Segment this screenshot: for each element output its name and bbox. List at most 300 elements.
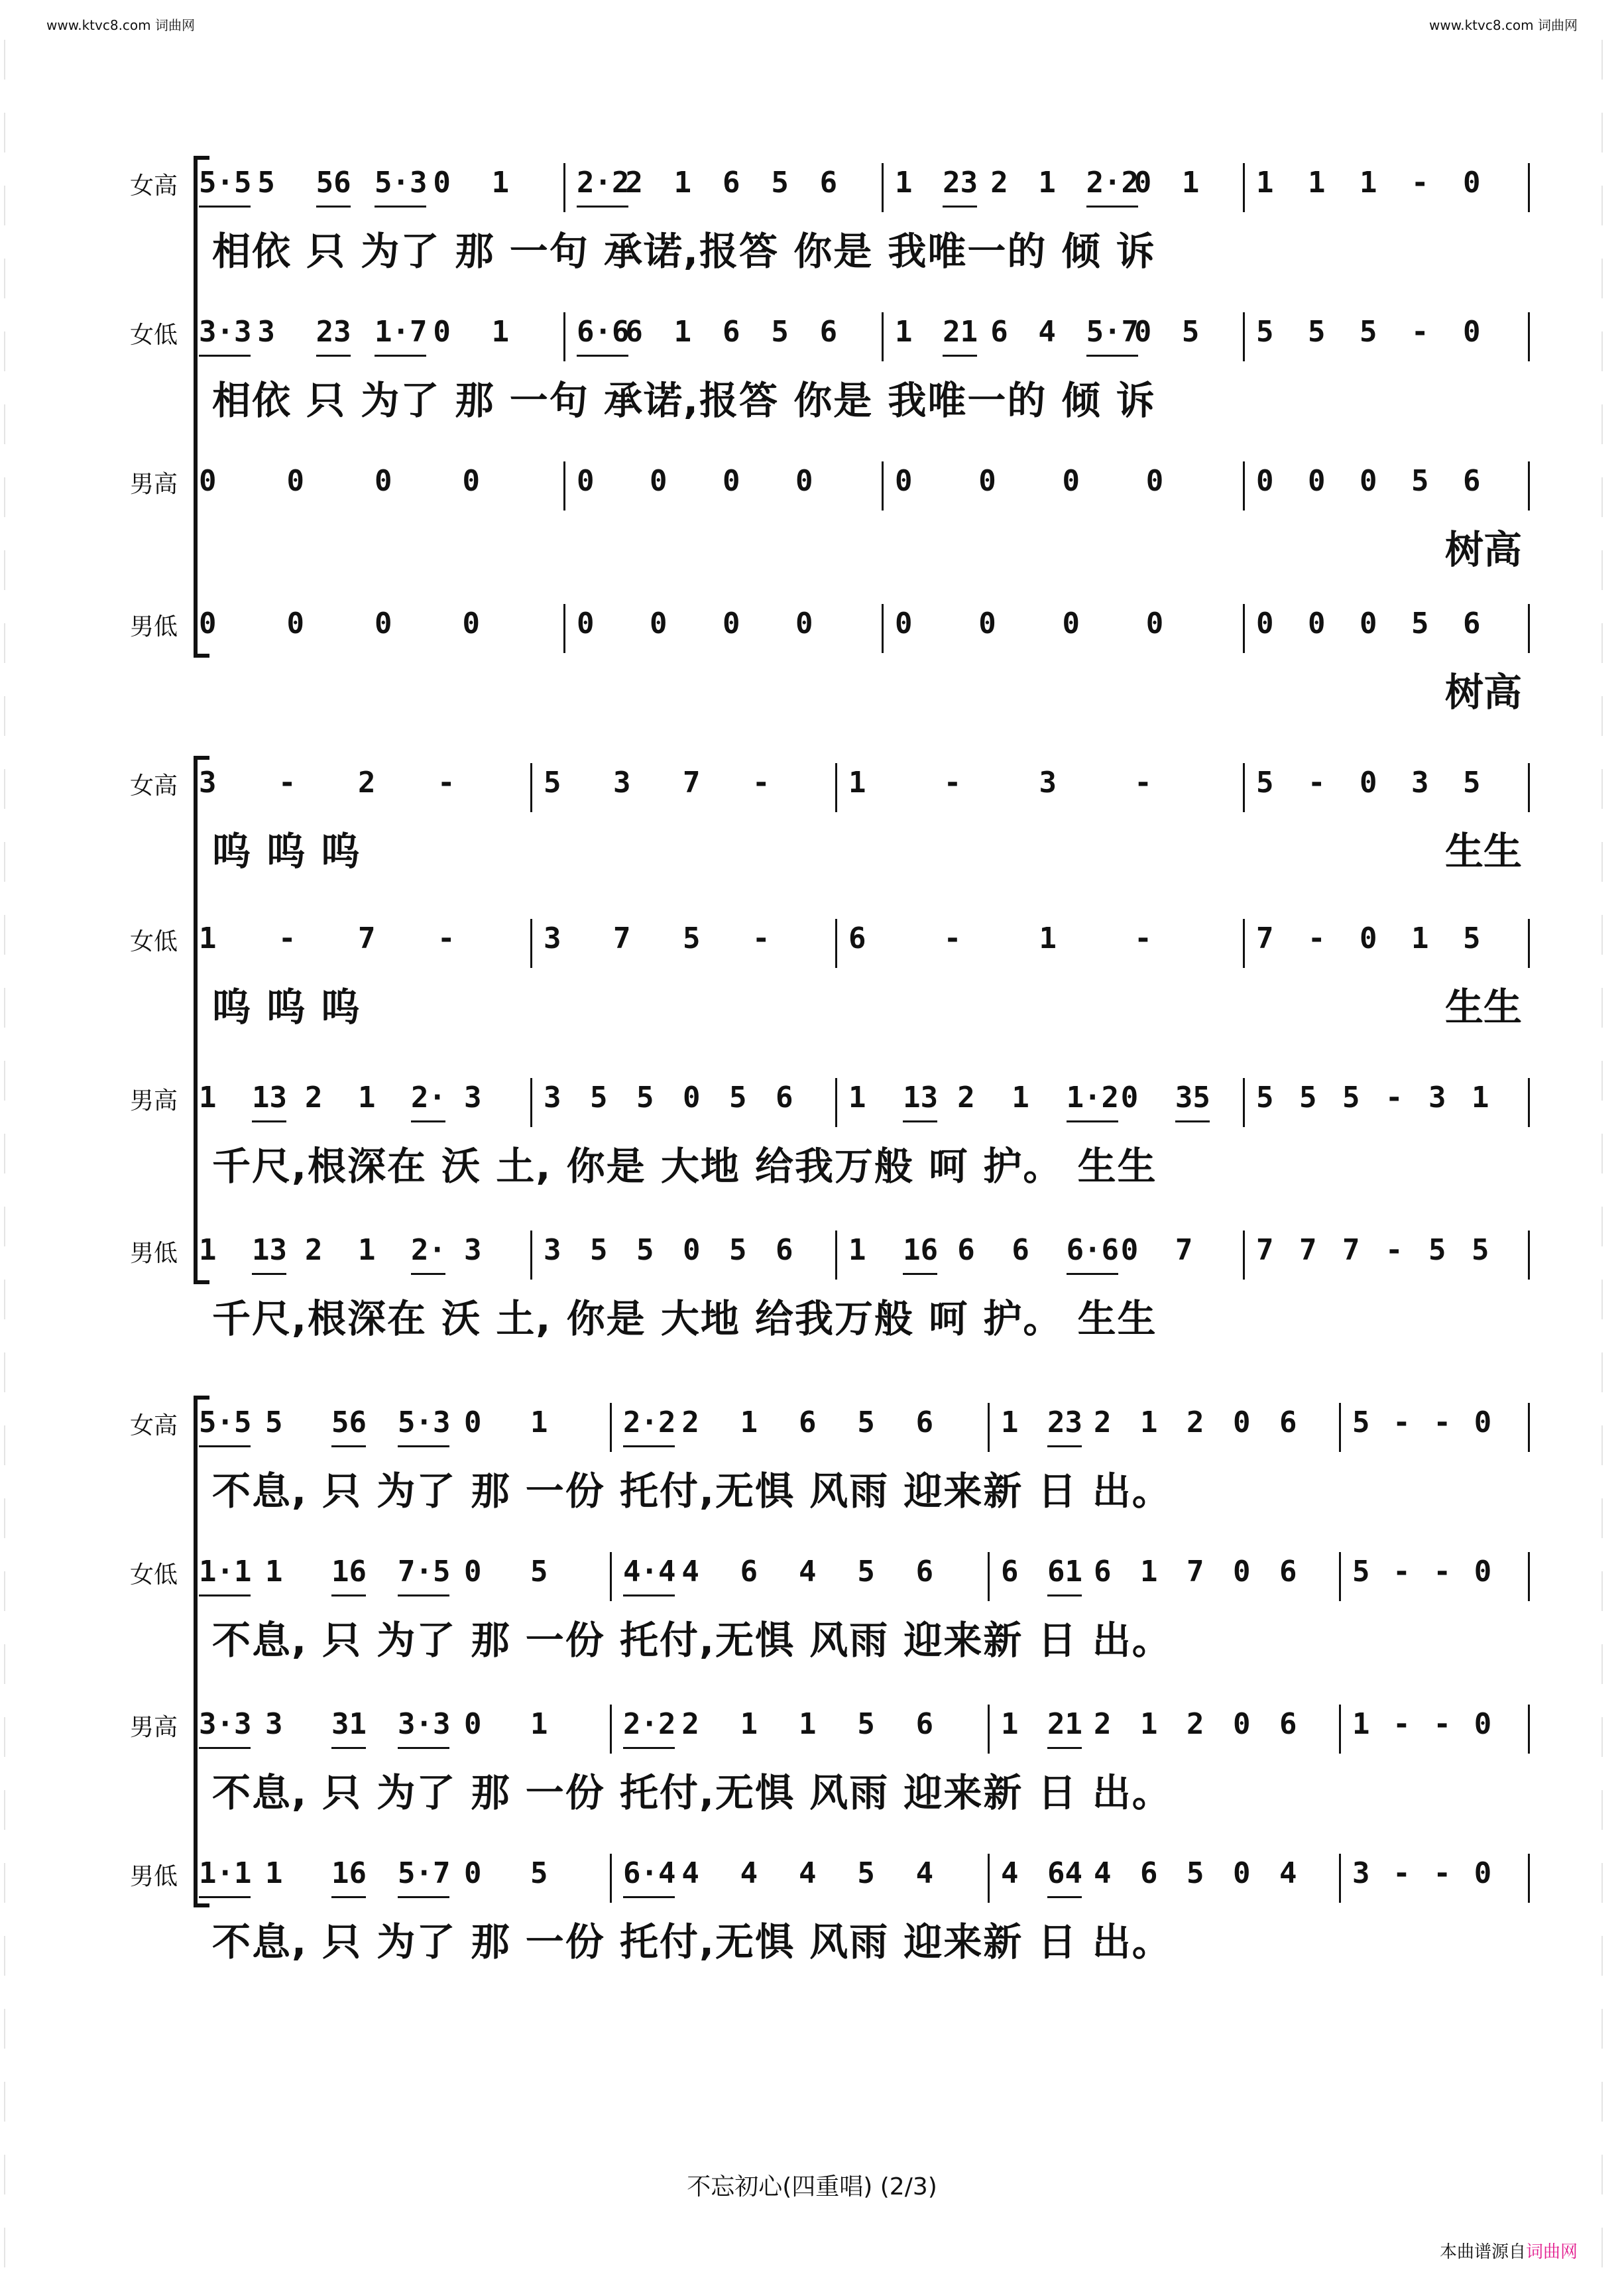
note-token: 0 [1474,1555,1492,1589]
note-token: 4 [1094,1856,1112,1890]
note-token: 3·3 [199,1707,252,1741]
note-token: 0 [1233,1856,1251,1890]
note-token: 0 [1120,1233,1139,1267]
note-token: 6 [1012,1233,1029,1267]
left-margin-watermark [0,0,27,2284]
note-token: 3 [1039,766,1057,800]
bar-line [988,1705,990,1754]
note-token: 0 [723,607,740,640]
bar-line [882,312,884,361]
note-token: 1 [199,1233,217,1267]
note-token: 3 [544,1081,561,1114]
margin-watermark-mark [1601,1936,1620,1976]
bar-line [1243,763,1245,812]
margin-watermark-mark [1601,2009,1620,2049]
note-token: 6 [957,1233,975,1267]
beam-underline [316,355,351,357]
note-token: - [1393,1406,1411,1439]
system-bracket [194,156,209,658]
note-token: 4 [799,1555,817,1589]
note-token: 6 [819,166,838,200]
note-token: 1 [358,1233,376,1267]
bar-line [835,1231,837,1280]
note-token: - [752,766,770,800]
voice-label: 男高 [130,471,178,498]
margin-watermark-mark [4,2082,23,2122]
note-token: 0 [1474,1406,1492,1439]
note-token: 13 [252,1233,287,1267]
note-token: 7 [1342,1233,1360,1267]
note-token: 0 [462,607,480,640]
note-token: 1 [1352,1707,1370,1741]
note-token: 1 [1360,166,1377,200]
beam-underline [199,206,251,208]
system-bracket [194,756,209,1284]
note-token: 3·3 [398,1707,451,1741]
margin-watermark-mark [4,1134,23,1173]
margin-watermark-mark [4,331,23,371]
note-token: - [1134,766,1152,800]
note-token: 7 [1256,1233,1274,1267]
margin-watermark-mark [4,696,23,736]
bar-line [1528,919,1530,968]
note-token: 5 [857,1707,875,1741]
note-token: 3 [613,766,631,800]
note-token: 5 [857,1856,875,1890]
notation-line [199,457,1556,516]
note-token: 5·5 [199,1406,252,1439]
note-token: 56 [316,166,351,200]
note-token: 4 [740,1856,758,1890]
beam-underline [252,1273,286,1275]
beam-underline [1067,1273,1118,1275]
note-token: 5 [1256,1081,1274,1114]
beam-underline [623,1747,675,1749]
note-token: - [943,766,962,800]
note-token: 21 [1047,1707,1082,1741]
bar-line [1528,461,1530,511]
note-token: 6 [915,1707,934,1741]
note-token: 0 [978,607,996,640]
note-token: 1 [1140,1406,1158,1439]
note-token: 6 [740,1555,758,1589]
note-token: 1 [1001,1406,1019,1439]
note-token: 23 [943,166,978,200]
note-token: - [437,922,455,955]
margin-watermark-mark [4,1863,23,1903]
note-token: 4 [1001,1856,1019,1890]
note-token: 1 [491,315,510,349]
beam-underline [411,1120,445,1122]
note-token: 1 [1038,166,1056,200]
lyric-line: 相依 只 为了 那 一句 承诺,报答 你是 我唯一的 倾 诉 [212,378,1156,423]
note-token: 5 [1299,1081,1317,1114]
bar-line [882,604,884,653]
bar-line [988,1403,990,1452]
note-token: 0 [795,464,813,498]
bar-line [1243,1078,1245,1127]
note-token: - [1308,766,1326,800]
note-token: 7 [1256,922,1274,955]
margin-watermark-mark [4,1790,23,1830]
note-token: 0 [650,464,667,498]
note-token: 1 [530,1406,548,1439]
note-token: 6 [1140,1856,1158,1890]
note-token: 5 [590,1233,608,1267]
margin-watermark-mark [1601,988,1620,1028]
note-token: 6 [776,1233,793,1267]
lyric-line: 不息, 只 为了 那 一份 托付,无惧 风雨 迎来新 日 出。 [212,1618,1172,1663]
note-token: 0 [650,607,667,640]
note-token: 1 [848,1081,866,1114]
margin-watermark-mark [1601,769,1620,809]
note-token: 5 [1187,1856,1204,1890]
notation-line [199,1850,1556,1908]
note-token: 3 [544,922,561,955]
note-token: 2 [1094,1406,1112,1439]
note-token: 1 [673,166,692,200]
margin-watermark-mark [1601,842,1620,882]
beam-underline [1086,355,1138,357]
note-token: 6 [1463,607,1481,640]
note-token: - [1393,1856,1411,1890]
note-token: 5 [1472,1233,1489,1267]
note-token: 3 [1352,1856,1370,1890]
margin-watermark-mark [4,404,23,444]
note-token: 2·2 [623,1406,676,1439]
note-token: 4 [1038,315,1056,349]
margin-watermark-mark [4,1280,23,1319]
notation-line [199,600,1556,658]
voice-label: 女低 [130,322,178,349]
bar-line [610,1854,612,1903]
note-token: 6 [1279,1406,1297,1439]
margin-watermark-mark [1601,113,1620,152]
bar-line [835,919,837,968]
source-prefix: 本曲谱源自 [1439,2242,1526,2262]
note-token: 0 [795,607,813,640]
margin-watermark-mark [4,988,23,1028]
note-token: 0 [723,464,740,498]
note-token: 5 [544,766,561,800]
note-token: 2 [1094,1707,1112,1741]
margin-watermark-mark [1601,2228,1620,2267]
note-token: - [1433,1555,1451,1589]
lyric-line: 不息, 只 为了 那 一份 托付,无惧 风雨 迎来新 日 出。 [212,1469,1172,1514]
note-token: 31 [331,1707,367,1741]
note-token: 3 [1411,766,1429,800]
margin-watermark-mark [1601,1134,1620,1173]
note-token: 0 [1308,464,1326,498]
note-token: - [943,922,962,955]
note-token: 16 [331,1856,367,1890]
beam-underline [1175,1120,1210,1122]
margin-watermark-mark [1601,696,1620,736]
beam-underline [398,1445,449,1447]
note-token: 5 [1411,464,1429,498]
note-token: 0 [1233,1555,1251,1589]
margin-watermark-mark [1601,1207,1620,1246]
note-token: 0 [577,464,595,498]
note-token: 5·5 [199,166,252,200]
note-token: 16 [331,1555,367,1589]
note-token: - [1393,1555,1411,1589]
lyric-line: 不息, 只 为了 那 一份 托付,无惧 风雨 迎来新 日 出。 [212,1770,1172,1815]
note-token: 1 [799,1707,817,1741]
margin-watermark-mark [4,477,23,517]
margin-watermark-mark [4,40,23,80]
notation-line [199,915,1556,973]
lyric-line: 千尺,根深在 沃 土, 你是 大地 给我万般 呵 护。 生生 [212,1296,1157,1341]
note-token: - [1433,1856,1451,1890]
notation-line [199,1074,1556,1132]
beam-underline [252,1120,286,1122]
score-system [130,759,1538,1341]
note-token: - [1433,1406,1451,1439]
note-token: 5·3 [398,1406,451,1439]
bar-line [1339,1552,1341,1601]
bar-line [563,312,565,361]
notation-line [199,759,1556,817]
bar-line [1528,604,1530,653]
note-token: 1 [199,922,217,955]
bar-line [988,1552,990,1601]
beam-underline [331,1747,366,1749]
bar-line [1243,604,1245,653]
note-token: 7 [683,766,701,800]
note-token: 5 [729,1081,747,1114]
lyric-line: 不息, 只 为了 那 一份 托付,无惧 风雨 迎来新 日 出。 [212,1919,1172,1964]
note-token: 1 [895,166,913,200]
note-token: 0 [1256,464,1274,498]
note-token: 5 [683,922,701,955]
note-token: - [437,766,455,800]
note-token: 1 [1181,166,1200,200]
beam-underline [577,355,628,357]
beam-underline [903,1120,937,1122]
note-token: 1 [848,1233,866,1267]
system-bracket [194,1396,209,1907]
lyric-line: 千尺,根深在 沃 土, 你是 大地 给我万般 呵 护。 生生 [212,1144,1157,1189]
beam-underline [1047,1747,1082,1749]
note-token: 1·7 [375,315,428,349]
margin-watermark-mark [1601,186,1620,225]
note-token: 3 [464,1081,482,1114]
note-token: 7 [1175,1233,1193,1267]
note-token: - [278,922,296,955]
note-token: 7 [1299,1233,1317,1267]
note-token: 5 [1352,1555,1370,1589]
note-token: 13 [252,1081,287,1114]
note-token: 6 [1001,1555,1019,1589]
note-token: 1 [265,1856,283,1890]
pickup-lyric: 树高 [1445,670,1523,715]
note-token: 5 [1360,315,1377,349]
bar-line [530,763,532,812]
note-token: 5 [857,1555,875,1589]
note-token: 4 [681,1856,699,1890]
beam-underline [199,1594,251,1596]
bar-line [1528,163,1530,212]
note-token: 5 [1428,1233,1446,1267]
notation-line [199,308,1556,367]
voice-label: 女高 [130,772,178,800]
note-token: 3 [257,315,275,349]
right-margin-watermark [1597,0,1624,2284]
margin-watermark-mark [1601,1717,1620,1757]
bar-line [1528,312,1530,361]
voice-label: 女低 [130,928,178,955]
note-token: 0 [1308,607,1326,640]
note-token: 5 [1463,766,1481,800]
bar-line [530,919,532,968]
margin-watermark-mark [1601,259,1620,298]
note-token: 5 [771,166,789,200]
margin-watermark-mark [4,1498,23,1538]
note-token: 1 [740,1707,758,1741]
voice-label: 女低 [130,1561,178,1589]
margin-watermark-mark [4,1352,23,1392]
pickup-lyric: 生生 [1445,829,1523,874]
note-token: 1 [1256,166,1274,200]
note-token: 0 [1062,464,1080,498]
voice-label: 男高 [130,1714,178,1741]
note-token: 6 [848,922,866,955]
bar-line [1528,1705,1530,1754]
notation-line [199,1548,1556,1606]
note-token: 1 [740,1406,758,1439]
note-token: 1 [1140,1555,1158,1589]
voice-label: 男低 [130,1863,178,1890]
bar-line [530,1231,532,1280]
note-token: 1 [491,166,510,200]
note-token: 1 [1001,1707,1019,1741]
note-token: 5 [771,315,789,349]
source-credit [1440,2238,1578,2263]
note-token: 2 [305,1081,323,1114]
site-watermark-right: www.ktvc8.com 词曲网 [1428,17,1578,33]
note-token: 1 [1039,922,1057,955]
beam-underline [1047,1594,1082,1596]
note-token: 1 [1012,1081,1029,1114]
margin-watermark-mark [1601,40,1620,80]
note-token: 1 [1308,166,1326,200]
note-token: 1 [1140,1707,1158,1741]
site-watermark-left: www.ktvc8.com 词曲网 [46,17,196,33]
margin-watermark-mark [4,1717,23,1757]
note-token: 5 [265,1406,283,1439]
note-token: 6 [915,1406,934,1439]
lyric-line: 呜 呜 呜 [212,985,361,1030]
note-token: 5·7 [398,1856,451,1890]
bar-line [563,461,565,511]
beam-underline [199,355,251,357]
margin-watermark-mark [1601,1790,1620,1830]
note-token: 3·3 [199,315,252,349]
note-token: 2· [411,1081,446,1114]
note-token: 1 [673,315,692,349]
note-token: 3 [265,1707,283,1741]
score-system [130,159,1538,715]
note-token: 1 [358,1081,376,1114]
note-token: 0 [433,315,451,349]
note-token: 0 [1233,1707,1251,1741]
notation-line [199,159,1556,217]
voice-label: 女高 [130,172,178,200]
note-token: 0 [683,1233,701,1267]
notation-line [199,1227,1556,1285]
note-token: 1 [530,1707,548,1741]
margin-watermark-mark [1601,2082,1620,2122]
note-token: 2 [957,1081,975,1114]
note-token: 0 [1145,464,1164,498]
note-token: 1 [895,315,913,349]
bar-line [563,604,565,653]
note-token: 6 [723,166,740,200]
beam-underline [1067,1120,1118,1122]
note-token: 0 [1120,1081,1139,1114]
bar-line [835,763,837,812]
note-token: 6 [1279,1555,1297,1589]
margin-watermark-mark [4,550,23,590]
note-token: 5 [1256,315,1274,349]
note-token: 1 [1472,1081,1489,1114]
note-token: 0 [683,1081,701,1114]
note-token: 6 [776,1081,793,1114]
voice-label: 男高 [130,1087,178,1114]
margin-watermark-mark [1601,477,1620,517]
bar-line [1243,919,1245,968]
margin-watermark-mark [1601,550,1620,590]
note-token: - [278,766,296,800]
beam-underline [903,1273,937,1275]
note-token: 6·4 [623,1856,676,1890]
note-token: 6 [723,315,740,349]
note-token: 5 [1411,607,1429,640]
note-token: 0 [1463,166,1481,200]
note-token: 6 [1463,464,1481,498]
note-token: 6 [915,1555,934,1589]
bar-line [1528,763,1530,812]
note-token: 0 [199,607,217,640]
note-token: 1·1 [199,1856,252,1890]
note-token: 5 [1342,1081,1360,1114]
note-token: 0 [1233,1406,1251,1439]
note-token: - [752,922,770,955]
margin-watermark-mark [4,259,23,298]
margin-watermark-mark [1601,1425,1620,1465]
note-token: 6 [990,315,1008,349]
beam-underline [199,1896,251,1898]
note-token: 0 [1145,607,1164,640]
note-token: - [1411,166,1429,200]
note-token: 1 [265,1555,283,1589]
voice-label: 男低 [130,1240,178,1267]
note-token: 1·1 [199,1555,252,1589]
margin-watermark-mark [1601,1061,1620,1101]
beam-underline [943,355,977,357]
note-token: 23 [1047,1406,1082,1439]
beam-underline [375,206,426,208]
beam-underline [375,355,426,357]
note-token: 6 [1094,1555,1112,1589]
note-token: 7 [613,922,631,955]
margin-watermark-mark [4,2009,23,2049]
note-token: 64 [1047,1856,1082,1890]
note-token: 3 [544,1233,561,1267]
margin-watermark-mark [4,1061,23,1101]
note-token: 16 [903,1233,939,1267]
